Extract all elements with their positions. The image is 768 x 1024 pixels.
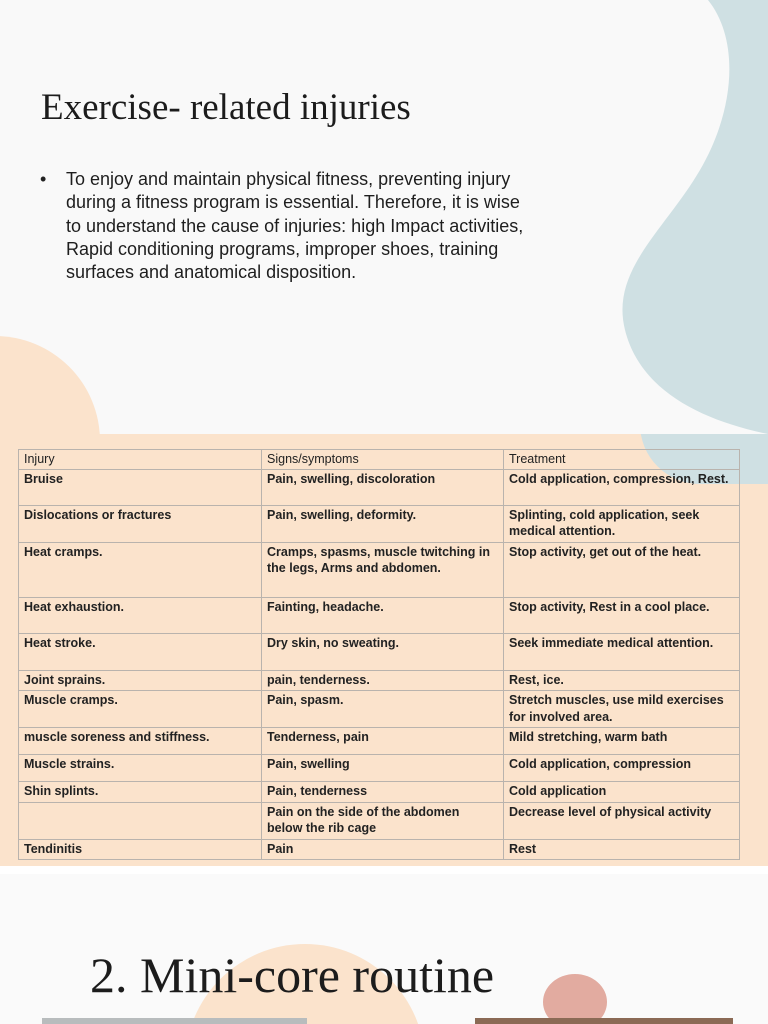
slide-mini-core-routine [0,874,768,1024]
table-row [19,633,740,670]
table-row [19,505,740,542]
cell-treatment: Stop activity, Rest in a cool place. [504,597,740,633]
cell-treatment: Mild stretching, warm bath [504,728,740,755]
table-row [19,839,740,860]
decorative-pink-blob [543,974,607,1024]
cell-signs: Pain, swelling, deformity. [262,505,504,542]
cell-injury: Heat cramps. [19,542,262,597]
cell-treatment: Stretch muscles, use mild exercises for involved area. [504,691,740,728]
cell-treatment: Cold application, compression [504,755,740,782]
cell-injury: Tendinitis [19,839,262,860]
table-row [19,728,740,755]
table-row [19,542,740,597]
cell-treatment: Splinting, cold application, seek medical attention. [504,505,740,542]
cell-signs: Pain [262,839,504,860]
cell-injury: Muscle cramps. [19,691,262,728]
cell-treatment: Seek immediate medical attention. [504,633,740,670]
cell-injury: Bruise [19,469,262,505]
slide-exercise-injuries [0,0,768,434]
cell-treatment: Cold application, compression, Rest. [504,469,740,505]
cell-injury [19,802,262,839]
slide-injury-table [0,434,768,866]
cell-treatment: Cold application [504,782,740,803]
slide-separator [0,866,768,874]
cell-signs: Pain, tenderness [262,782,504,803]
cell-treatment: Rest, ice. [504,670,740,691]
cell-signs: pain, tenderness. [262,670,504,691]
cell-injury: Dislocations or fractures [19,505,262,542]
header-signs-symptoms: Signs/symptoms [262,450,504,470]
cell-treatment: Stop activity, get out of the heat. [504,542,740,597]
table-row [19,782,740,803]
slide-title: Exercise- related injuries [41,87,411,128]
cell-signs: Tenderness, pain [262,728,504,755]
cell-signs: Pain on the side of the abdomen below the rib cage [262,802,504,839]
cell-injury: Shin splints. [19,782,262,803]
cell-injury: Heat stroke. [19,633,262,670]
table-row [19,802,740,839]
exercise-photo-right [475,1018,733,1024]
cell-signs: Fainting, headache. [262,597,504,633]
bullet-paragraph: To enjoy and maintain physical fitness, preventing injury during a fitness program is essential. Therefore, it is wise to understand the cause of injuries: high Impact activities, Rapid conditioning programs, improper shoes, training surfaces and anatomical disposition. [66,169,524,283]
table-row [19,755,740,782]
cell-signs: Dry skin, no sweating. [262,633,504,670]
table-header-row [19,450,740,470]
cell-injury: Joint sprains. [19,670,262,691]
header-injury: Injury [19,450,262,470]
cell-signs: Pain, swelling, discoloration [262,469,504,505]
cell-treatment: Decrease level of physical activity [504,802,740,839]
cell-injury: muscle soreness and stiffness. [19,728,262,755]
table-row [19,469,740,505]
table-row [19,691,740,728]
slide-title: 2. Mini-core routine [90,947,495,1003]
cell-signs: Pain, swelling [262,755,504,782]
cell-signs: Pain, spasm. [262,691,504,728]
cell-treatment: Rest [504,839,740,860]
table-row [19,670,740,691]
cell-injury: Heat exhaustion. [19,597,262,633]
table-row [19,597,740,633]
header-treatment: Treatment [504,450,740,470]
cell-signs: Cramps, spasms, muscle twitching in the legs, Arms and abdomen. [262,542,504,597]
exercise-photo-left [42,1018,307,1024]
injury-table [18,449,740,860]
cell-injury: Muscle strains. [19,755,262,782]
bullet-marker: • [40,169,47,189]
